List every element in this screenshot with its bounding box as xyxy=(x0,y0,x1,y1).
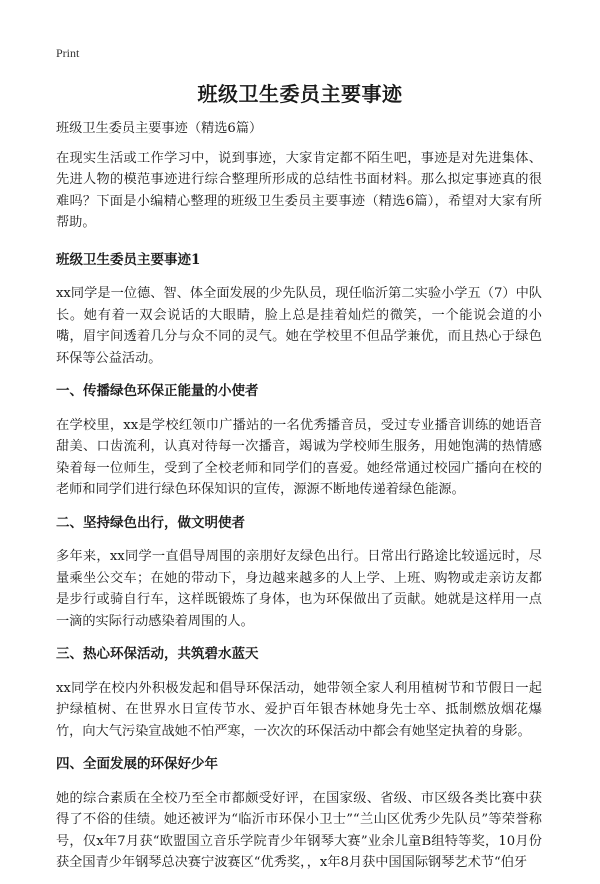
intro-paragraph: 在现实生活或工作学习中，说到事迹，大家肯定都不陌生吧，事迹是对先进集体、先进人物的模范事迹进行综合整理所形成的总结性书面材料。那么拟定事迹真的很难吗？下面是小编精心整理的班级卫生委员主要事迹（精选6篇），希望对大家有所帮助。 xyxy=(56,150,542,230)
section-paragraph: 在学校里，xx是学校红领巾广播站的一名优秀播音员，受过专业播音训练的她语音甜美、口齿流利，认真对待每一次播音，竭诚为学校师生服务，用她饱满的热情感染着每一位师生，受到了全校老师和同学们的喜爱。她经常通过校园广播向在校的老师和同学们进行绿色环保知识的宣传，源源不断地传递着绿色能源。 xyxy=(56,417,542,497)
article-intro-paragraph: xx同学是一位德、智、体全面发展的少先队员，现任临沂第二实验小学五（7）中队长。她有着一双会说话的大眼睛，脸上总是挂着灿烂的微笑，一个能说会道的小嘴，眉宇间透着几分与众不同的灵气。她在学校里不但品学兼优，而且热心于绿色环保等公益活动。 xyxy=(56,286,542,366)
article-subtitle: 班级卫生委员主要事迹（精选6篇） xyxy=(56,121,263,136)
section-heading: 三、热心环保活动，共筑碧水蓝天 xyxy=(56,646,259,662)
section-heading: 一、传播绿色环保正能量的小使者 xyxy=(56,383,259,399)
article-heading: 班级卫生委员主要事迹1 xyxy=(56,251,201,268)
section-paragraph: xx同学在校内外积极发起和倡导环保活动，她带领全家人利用植树节和节假日一起护绿植树、在世界水日宣传节水、爱护百年银杏林她身先士卒、抵制燃放烟花爆竹，向大气污染宣战她不怕严寒，一次次的环保活动中都会有她坚定执着的身影。 xyxy=(56,680,542,739)
page-title: 班级卫生委员主要事迹 xyxy=(197,82,403,106)
section-paragraph: 她的综合素质在全校乃至全市都颇受好评，在国家级、省级、市区级各类比赛中获得了不俗的佳绩。她还被评为“临沂市环保小卫士”“兰山区优秀少先队员”等荣誉称号，仅x年7月获“欧盟国立音乐学院青少年钢琴大赛”业余儿童B组特等奖，10月份获全国青少年钢琴总决赛宁波赛区“优秀奖，，x年8月获中国国际钢琴艺术节“伯牙 xyxy=(56,790,542,870)
print-link[interactable]: Print xyxy=(56,46,80,60)
section-heading: 四、全面发展的环保好少年 xyxy=(56,756,218,772)
section-heading: 二、坚持绿色出行，做文明使者 xyxy=(56,514,245,531)
article-body xyxy=(56,118,542,884)
section-paragraph: 多年来，xx同学一直倡导周围的亲朋好友绿色出行。日常出行路途比较遥远时，尽量乘坐公交车；在她的带动下，身边越来越多的人上学、上班、购物或走亲访友都是步行或骑自行车，这样既锻炼了身体，也为环保做出了贡献。她就是这样用一点一滴的实际行动感染着周围的人。 xyxy=(56,549,542,629)
